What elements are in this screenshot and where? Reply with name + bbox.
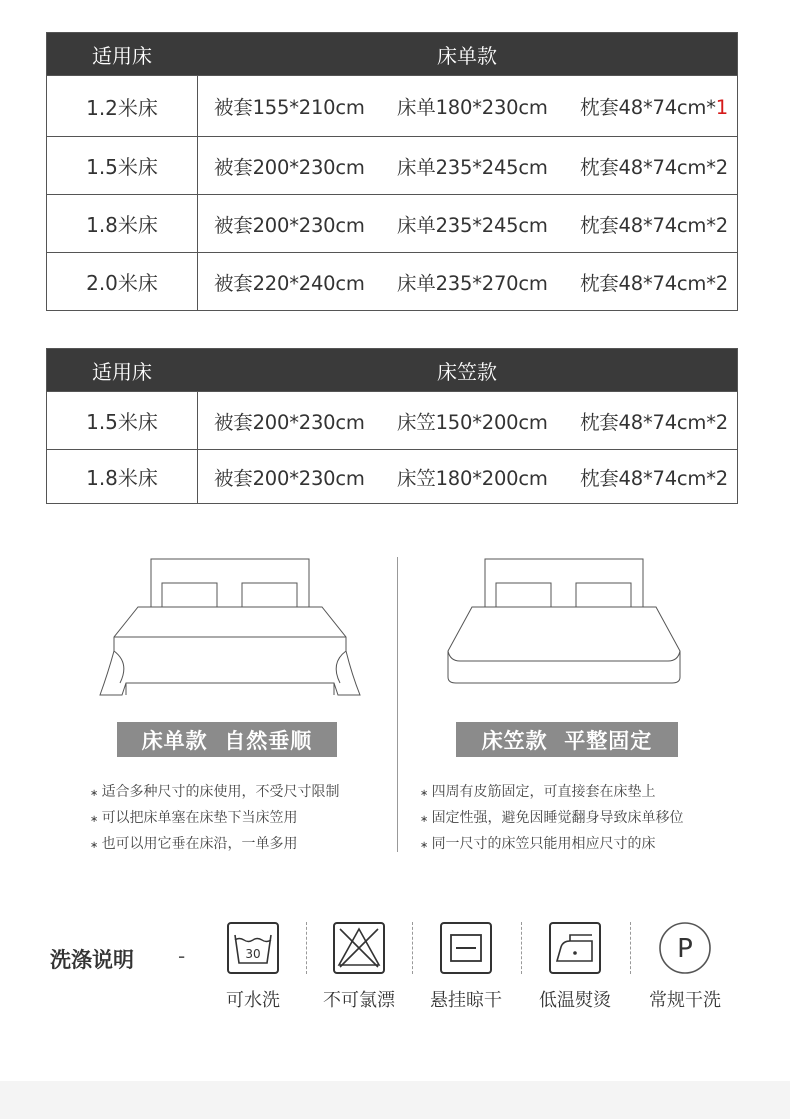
feature-item: ∗ 也可以用它垂在床沿，一单多用	[90, 832, 340, 858]
vertical-divider	[397, 557, 398, 852]
size-spec	[198, 268, 737, 296]
fitted-sheet-bed-illustration	[440, 555, 690, 695]
fitted-sheet-features	[420, 780, 684, 858]
washing-dash: -	[178, 944, 186, 968]
washing-title: 洗涤说明	[50, 948, 134, 972]
svg-text:P: P	[677, 934, 693, 964]
duvet-size: 被套200*230cm	[214, 155, 365, 179]
size-spec	[198, 407, 737, 435]
pillow-count: 2	[715, 213, 728, 237]
pillow-count: 1	[715, 96, 728, 119]
pillow-prefix: 枕套48*74cm*	[579, 213, 716, 237]
dry-clean-icon	[630, 920, 740, 976]
header-style: 床单款	[437, 43, 497, 68]
hang-dry-icon	[411, 920, 521, 976]
table-row	[47, 194, 737, 252]
feature-item: ∗ 同一尺寸的床笠只能用相应尺寸的床	[420, 832, 684, 858]
duvet-size: 被套155*210cm	[214, 96, 365, 119]
duvet-size: 被套200*230cm	[214, 410, 365, 434]
size-spec	[198, 92, 737, 120]
wash-label: 常规干洗	[649, 990, 721, 1011]
wash-label: 低温熨烫	[539, 990, 611, 1011]
pillow-prefix: 枕套48*74cm*	[579, 155, 716, 179]
duvet-size: 被套220*240cm	[214, 271, 365, 295]
sheet-size: 床单235*270cm	[396, 271, 548, 295]
pillow-prefix: 枕套48*74cm*	[579, 96, 716, 119]
size-spec	[198, 463, 737, 491]
header-bed: 适用床	[92, 359, 152, 384]
duvet-size: 被套200*230cm	[214, 466, 365, 490]
wash-label: 可水洗	[226, 990, 280, 1011]
wash-item	[520, 920, 630, 1012]
table-header	[47, 33, 737, 75]
wash-item	[198, 920, 308, 1012]
table-header	[47, 349, 737, 391]
table-row	[47, 75, 737, 136]
feature-item: ∗ 四周有皮筋固定，可直接套在床垫上	[420, 780, 684, 806]
pillow-prefix: 枕套48*74cm*	[579, 271, 716, 295]
flat-sheet-bed-illustration	[90, 555, 370, 705]
no-bleach-icon	[304, 920, 414, 976]
pillow-count: 2	[715, 155, 728, 179]
size-spec	[198, 210, 737, 238]
table-row	[47, 252, 737, 310]
pillow-size	[580, 92, 728, 120]
size-spec	[198, 152, 737, 180]
sheet-size: 床单180*230cm	[396, 96, 548, 119]
table-row	[47, 136, 737, 194]
pillow-count: 2	[715, 271, 728, 295]
pillow-size	[580, 152, 728, 180]
bed-size: 2.0米床	[47, 253, 198, 310]
pillow-size: 枕套48*74cm*2	[579, 410, 728, 434]
sheet-size: 床单235*245cm	[396, 155, 548, 179]
feature-item: ∗ 可以把床单塞在床垫下当床笠用	[90, 806, 340, 832]
sheet-size: 床单235*245cm	[396, 213, 548, 237]
pillow-size	[580, 210, 728, 238]
bed-size: 1.5米床	[47, 392, 198, 449]
header-style: 床笠款	[437, 359, 497, 384]
low-iron-icon	[520, 920, 630, 976]
bed-size: 1.8米床	[47, 195, 198, 252]
sheet-size-table	[46, 32, 738, 311]
svg-text:30: 30	[245, 947, 261, 961]
duvet-size: 被套200*230cm	[214, 213, 365, 237]
feature-item: ∗ 适合多种尺寸的床使用，不受尺寸限制	[90, 780, 340, 806]
header-bed: 适用床	[92, 43, 152, 68]
bed-size: 1.2米床	[47, 76, 198, 136]
flat-sheet-label: 床单款 自然垂顺	[117, 722, 337, 757]
wash-item	[630, 920, 740, 1012]
wash-label: 悬挂晾干	[430, 990, 502, 1011]
wash-30-icon	[198, 920, 308, 976]
fitted-size: 床笠150*200cm	[396, 410, 548, 434]
table-row	[47, 391, 737, 449]
fitted-size-table	[46, 348, 738, 504]
bed-size: 1.5米床	[47, 137, 198, 194]
fitted-size: 床笠180*200cm	[396, 466, 548, 490]
fitted-sheet-label: 床笠款 平整固定	[456, 722, 678, 757]
flat-sheet-features	[90, 780, 340, 858]
wash-label: 不可氯漂	[323, 990, 395, 1011]
footer-band	[0, 1081, 790, 1119]
wash-item	[304, 920, 414, 1012]
feature-item: ∗ 固定性强，避免因睡觉翻身导致床单移位	[420, 806, 684, 832]
pillow-size	[580, 268, 728, 296]
pillow-size: 枕套48*74cm*2	[579, 466, 728, 490]
bed-size: 1.8米床	[47, 450, 198, 503]
table-row	[47, 449, 737, 503]
wash-item	[411, 920, 521, 1012]
